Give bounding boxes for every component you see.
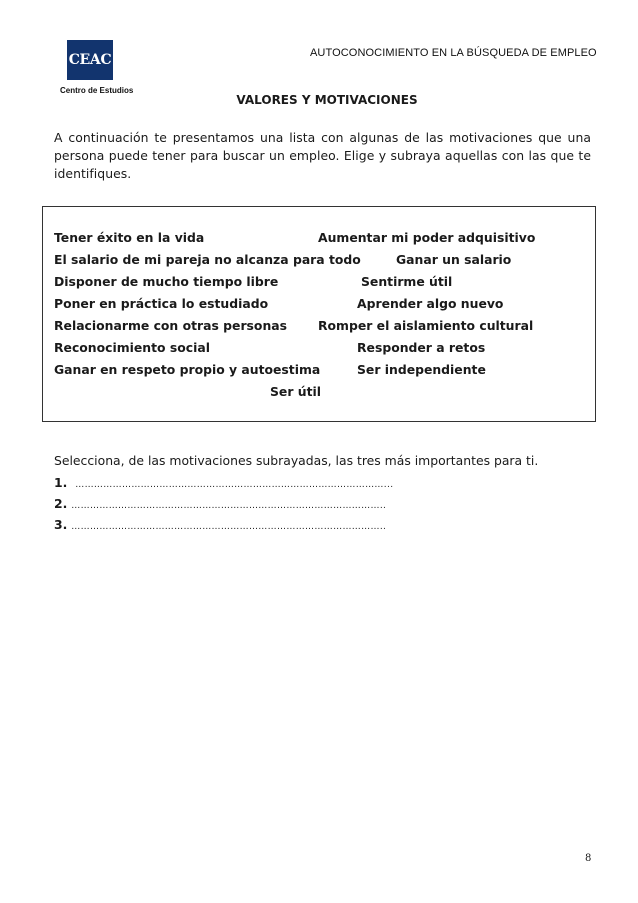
answer-number: 1. bbox=[54, 475, 68, 490]
motivation-item: Relacionarme con otras personas bbox=[54, 318, 287, 333]
answer-line-2[interactable] bbox=[54, 496, 386, 511]
motivation-item: Aprender algo nuevo bbox=[357, 296, 504, 311]
motivation-item: Tener éxito en la vida bbox=[54, 230, 205, 245]
motivation-item: El salario de mi pareja no alcanza para todo bbox=[54, 252, 361, 267]
motivation-item: Ser útil bbox=[270, 384, 321, 399]
answer-line-1[interactable] bbox=[54, 475, 393, 490]
motivation-item: Sentirme útil bbox=[361, 274, 453, 289]
ceac-logo: CEAC bbox=[67, 40, 113, 80]
answer-dots: ……………………………………………………………………………………….. bbox=[71, 522, 387, 532]
motivation-item: Reconocimiento social bbox=[54, 340, 210, 355]
motivation-item: Ser independiente bbox=[357, 362, 486, 377]
running-header: AUTOCONOCIMIENTO EN LA BÚSQUEDA DE EMPLEO bbox=[310, 47, 597, 59]
answer-number: 2. bbox=[54, 496, 68, 511]
motivation-item: Ganar un salario bbox=[396, 252, 512, 267]
answer-line-3[interactable] bbox=[54, 517, 386, 532]
page-title: VALORES Y MOTIVACIONES bbox=[236, 93, 418, 107]
motivation-item: Aumentar mi poder adquisitivo bbox=[318, 230, 536, 245]
answer-dots: ……………………………………………………………………………………….. bbox=[71, 501, 387, 511]
page-number: 8 bbox=[585, 853, 592, 864]
logo-subtitle: Centro de Estudios bbox=[60, 86, 134, 95]
motivation-item: Disponer de mucho tiempo libre bbox=[54, 274, 279, 289]
answer-number: 3. bbox=[54, 517, 68, 532]
motivation-item: Responder a retos bbox=[357, 340, 486, 355]
intro-paragraph: A continuación te presentamos una lista con algunas de las motivaciones que una persona puede tener para buscar un empleo. Elige y subraya aquellas con las que te identifiques. bbox=[54, 130, 591, 181]
motivation-item: Romper el aislamiento cultural bbox=[318, 318, 534, 333]
motivation-item: Poner en práctica lo estudiado bbox=[54, 296, 269, 311]
motivation-item: Ganar en respeto propio y autoestima bbox=[54, 362, 321, 377]
selection-prompt: Selecciona, de las motivaciones subrayadas, las tres más importantes para ti. bbox=[54, 453, 539, 468]
answer-dots: ………………………………………………………………………………………... bbox=[75, 480, 394, 490]
